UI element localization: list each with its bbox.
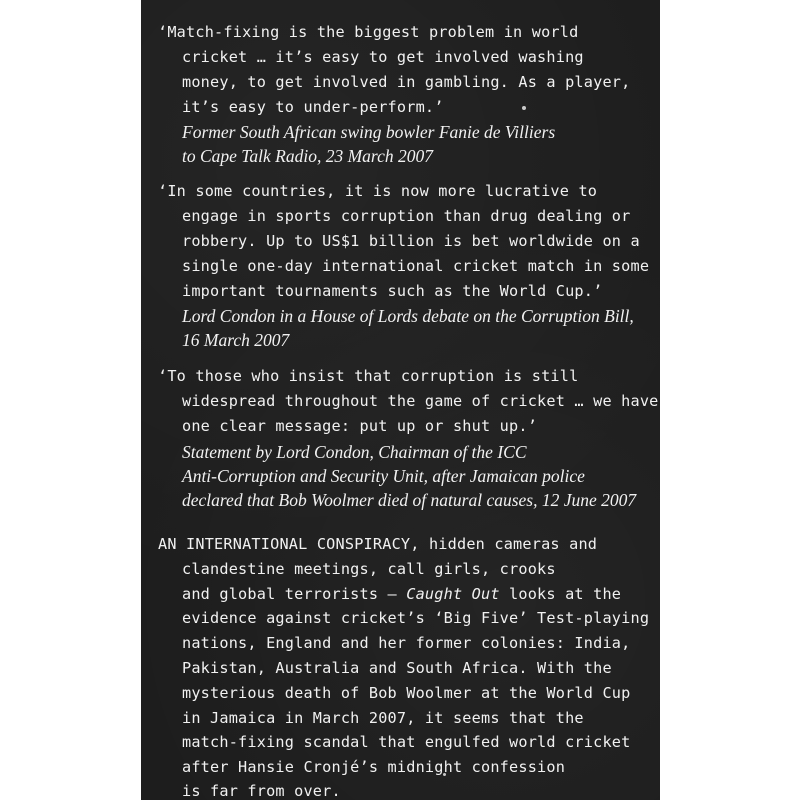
quote-line: it’s easy to under-perform.’ [182,98,444,116]
quote-line: important tournaments such as the World Cup.’ [182,282,603,300]
quote-attribution: Statement by Lord Condon, Chairman of the ICC [182,442,527,462]
quote-line: single one-day international cricket match in some [182,257,650,275]
blurb-line: mysterious death of Bob Woolmer at the World Cup [182,684,631,702]
blurb-text: looks at the [499,585,622,603]
blurb-line: clandestine meetings, call girls, crooks [182,560,556,578]
blurb-line: is far from over. [182,782,341,800]
quote-line: ‘Match-fixing is the biggest problem in world [158,23,579,41]
blurb-line: match-fixing scandal that engulfed world cricket [182,733,631,751]
quote-attribution: Former South African swing bowler Fanie de Villiers [182,122,556,142]
quote-line: ‘To those who insist that corruption is still [158,367,579,385]
quote-attribution: Lord Condon in a House of Lords debate on the Corruption Bill, [182,306,634,326]
quote-line: cricket … it’s easy to get involved washing [182,48,584,66]
blurb-line: nations, England and her former colonies: India, [182,634,631,652]
back-cover [141,0,660,800]
quote-line: engage in sports corruption than drug dealing or [182,207,631,225]
quote-line: ‘In some countries, it is now more lucrative to [158,182,598,200]
blurb-line: in Jamaica in March 2007, it seems that the [182,709,584,727]
quote-attribution: to Cape Talk Radio, 23 March 2007 [182,146,433,166]
quote-line: one clear message: put up or shut up.’ [182,417,538,435]
blurb-line: after Hansie Cronjé’s midnight confession [182,758,566,776]
blurb-line: AN INTERNATIONAL CONSPIRACY, hidden cameras and [158,535,598,553]
quote-attribution: 16 March 2007 [182,330,290,350]
blurb-text: and global terrorists — [182,585,407,603]
quote-line: money, to get involved in gambling. As a player, [182,73,631,91]
blurb-line: Pakistan, Australia and South Africa. With the [182,659,612,677]
quote-line: widespread throughout the game of cricket … we have [182,392,659,410]
book-title: Caught Out [406,585,500,603]
quote-attribution: Anti-Corruption and Security Unit, after Jamaican police [182,466,585,486]
dust-speck [522,106,526,110]
quote-line: robbery. Up to US$1 billion is bet worldwide on a [182,232,640,250]
blurb-line [182,582,621,606]
quote-attribution: declared that Bob Woolmer died of natural causes, 12 June 2007 [182,490,637,510]
blurb-line: evidence against cricket’s ‘Big Five’ Test-playing [182,609,650,627]
